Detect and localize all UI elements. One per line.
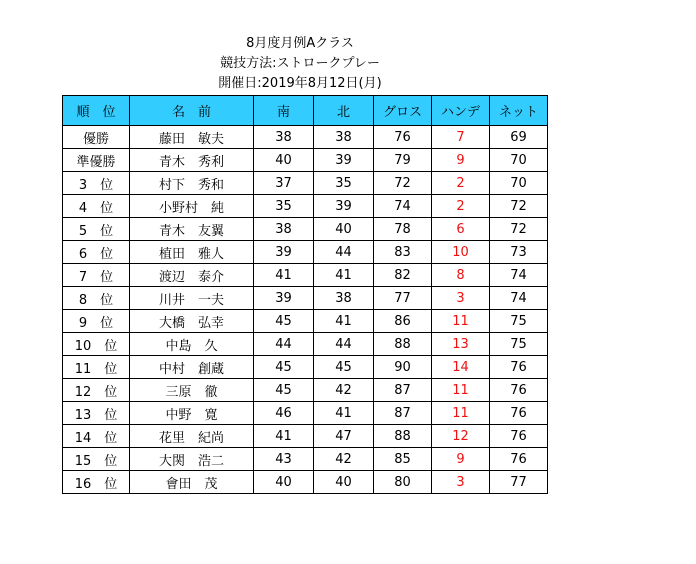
net-score-cell: 77 [490, 471, 548, 494]
column-header-rank: 順 位 [63, 96, 130, 126]
north-score-cell: 47 [314, 425, 374, 448]
gross-score-cell: 72 [374, 172, 432, 195]
column-header-handicap: ハンデ [432, 96, 490, 126]
net-score-cell: 76 [490, 379, 548, 402]
rank-cell: 12 位 [63, 379, 130, 402]
north-score-cell: 41 [314, 310, 374, 333]
handicap-cell: 13 [432, 333, 490, 356]
south-score-cell: 45 [254, 356, 314, 379]
north-score-cell: 44 [314, 241, 374, 264]
north-score-cell: 40 [314, 471, 374, 494]
north-score-cell: 41 [314, 264, 374, 287]
event-date: 開催日:2019年8月12日(月) [218, 76, 382, 91]
table-row [63, 172, 548, 195]
handicap-cell: 2 [432, 172, 490, 195]
handicap-cell: 3 [432, 471, 490, 494]
table-row [63, 149, 548, 172]
south-score-cell: 45 [254, 379, 314, 402]
north-score-cell: 38 [314, 126, 374, 149]
gross-score-cell: 83 [374, 241, 432, 264]
gross-score-cell: 85 [374, 448, 432, 471]
handicap-cell: 9 [432, 448, 490, 471]
net-score-cell: 72 [490, 195, 548, 218]
handicap-cell: 12 [432, 425, 490, 448]
player-name-cell: 小野村 純 [130, 195, 254, 218]
net-score-cell: 72 [490, 218, 548, 241]
table-row [63, 471, 548, 494]
south-score-cell: 37 [254, 172, 314, 195]
rank-cell: 優勝 [63, 126, 130, 149]
net-score-cell: 76 [490, 425, 548, 448]
north-score-cell: 38 [314, 287, 374, 310]
table-row [63, 402, 548, 425]
table-row [63, 195, 548, 218]
player-name-cell: 青木 友翼 [130, 218, 254, 241]
player-name-cell: 川井 一夫 [130, 287, 254, 310]
net-score-cell: 70 [490, 149, 548, 172]
north-score-cell: 40 [314, 218, 374, 241]
handicap-cell: 2 [432, 195, 490, 218]
rank-cell: 5 位 [63, 218, 130, 241]
player-name-cell: 青木 秀利 [130, 149, 254, 172]
south-score-cell: 39 [254, 287, 314, 310]
results-table-header [63, 96, 548, 126]
results-table-body [63, 126, 548, 494]
north-score-cell: 35 [314, 172, 374, 195]
north-score-cell: 45 [314, 356, 374, 379]
south-score-cell: 41 [254, 425, 314, 448]
south-score-cell: 43 [254, 448, 314, 471]
player-name-cell: 藤田 敏夫 [130, 126, 254, 149]
net-score-cell: 69 [490, 126, 548, 149]
table-row [63, 241, 548, 264]
gross-score-cell: 86 [374, 310, 432, 333]
document-title: 8月度月例Aクラス [246, 36, 354, 51]
gross-score-cell: 80 [374, 471, 432, 494]
column-header-gross: グロス [374, 96, 432, 126]
gross-score-cell: 90 [374, 356, 432, 379]
rank-cell: 13 位 [63, 402, 130, 425]
handicap-cell: 7 [432, 126, 490, 149]
gross-score-cell: 87 [374, 379, 432, 402]
gross-score-cell: 78 [374, 218, 432, 241]
player-name-cell: 三原 徹 [130, 379, 254, 402]
handicap-cell: 11 [432, 379, 490, 402]
south-score-cell: 46 [254, 402, 314, 425]
gross-score-cell: 88 [374, 333, 432, 356]
rank-cell: 7 位 [63, 264, 130, 287]
handicap-cell: 10 [432, 241, 490, 264]
gross-score-cell: 87 [374, 402, 432, 425]
handicap-cell: 6 [432, 218, 490, 241]
rank-cell: 16 位 [63, 471, 130, 494]
player-name-cell: 花里 紀尚 [130, 425, 254, 448]
table-row [63, 425, 548, 448]
column-header-north: 北 [314, 96, 374, 126]
net-score-cell: 75 [490, 310, 548, 333]
player-name-cell: 大関 浩二 [130, 448, 254, 471]
south-score-cell: 41 [254, 264, 314, 287]
table-row [63, 448, 548, 471]
south-score-cell: 38 [254, 126, 314, 149]
gross-score-cell: 77 [374, 287, 432, 310]
competition-method: 競技方法:ストロークプレー [220, 56, 380, 71]
header-row [63, 96, 548, 126]
south-score-cell: 44 [254, 333, 314, 356]
table-row [63, 379, 548, 402]
handicap-cell: 9 [432, 149, 490, 172]
player-name-cell: 村下 秀和 [130, 172, 254, 195]
north-score-cell: 44 [314, 333, 374, 356]
player-name-cell: 植田 雅人 [130, 241, 254, 264]
gross-score-cell: 82 [374, 264, 432, 287]
table-row [63, 356, 548, 379]
column-header-south: 南 [254, 96, 314, 126]
rank-cell: 6 位 [63, 241, 130, 264]
south-score-cell: 40 [254, 471, 314, 494]
rank-cell: 8 位 [63, 287, 130, 310]
north-score-cell: 39 [314, 195, 374, 218]
south-score-cell: 45 [254, 310, 314, 333]
player-name-cell: 中野 寛 [130, 402, 254, 425]
south-score-cell: 39 [254, 241, 314, 264]
rank-cell: 15 位 [63, 448, 130, 471]
player-name-cell: 渡辺 泰介 [130, 264, 254, 287]
table-row [63, 126, 548, 149]
table-row [63, 333, 548, 356]
player-name-cell: 中村 創蔵 [130, 356, 254, 379]
player-name-cell: 中島 久 [130, 333, 254, 356]
handicap-cell: 14 [432, 356, 490, 379]
north-score-cell: 42 [314, 379, 374, 402]
table-row [63, 287, 548, 310]
rank-cell: 準優勝 [63, 149, 130, 172]
results-table [62, 95, 548, 494]
net-score-cell: 74 [490, 264, 548, 287]
gross-score-cell: 88 [374, 425, 432, 448]
net-score-cell: 74 [490, 287, 548, 310]
net-score-cell: 76 [490, 448, 548, 471]
handicap-cell: 8 [432, 264, 490, 287]
rank-cell: 4 位 [63, 195, 130, 218]
north-score-cell: 39 [314, 149, 374, 172]
column-header-name: 名 前 [130, 96, 254, 126]
rank-cell: 14 位 [63, 425, 130, 448]
north-score-cell: 41 [314, 402, 374, 425]
net-score-cell: 76 [490, 356, 548, 379]
rank-cell: 10 位 [63, 333, 130, 356]
handicap-cell: 11 [432, 402, 490, 425]
net-score-cell: 75 [490, 333, 548, 356]
south-score-cell: 35 [254, 195, 314, 218]
player-name-cell: 大橋 弘幸 [130, 310, 254, 333]
net-score-cell: 76 [490, 402, 548, 425]
table-row [63, 264, 548, 287]
rank-cell: 9 位 [63, 310, 130, 333]
handicap-cell: 3 [432, 287, 490, 310]
player-name-cell: 會田 茂 [130, 471, 254, 494]
rank-cell: 11 位 [63, 356, 130, 379]
south-score-cell: 38 [254, 218, 314, 241]
net-score-cell: 70 [490, 172, 548, 195]
net-score-cell: 73 [490, 241, 548, 264]
gross-score-cell: 79 [374, 149, 432, 172]
table-row [63, 310, 548, 333]
gross-score-cell: 76 [374, 126, 432, 149]
column-header-net: ネット [490, 96, 548, 126]
table-row [63, 218, 548, 241]
rank-cell: 3 位 [63, 172, 130, 195]
handicap-cell: 11 [432, 310, 490, 333]
south-score-cell: 40 [254, 149, 314, 172]
north-score-cell: 42 [314, 448, 374, 471]
gross-score-cell: 74 [374, 195, 432, 218]
